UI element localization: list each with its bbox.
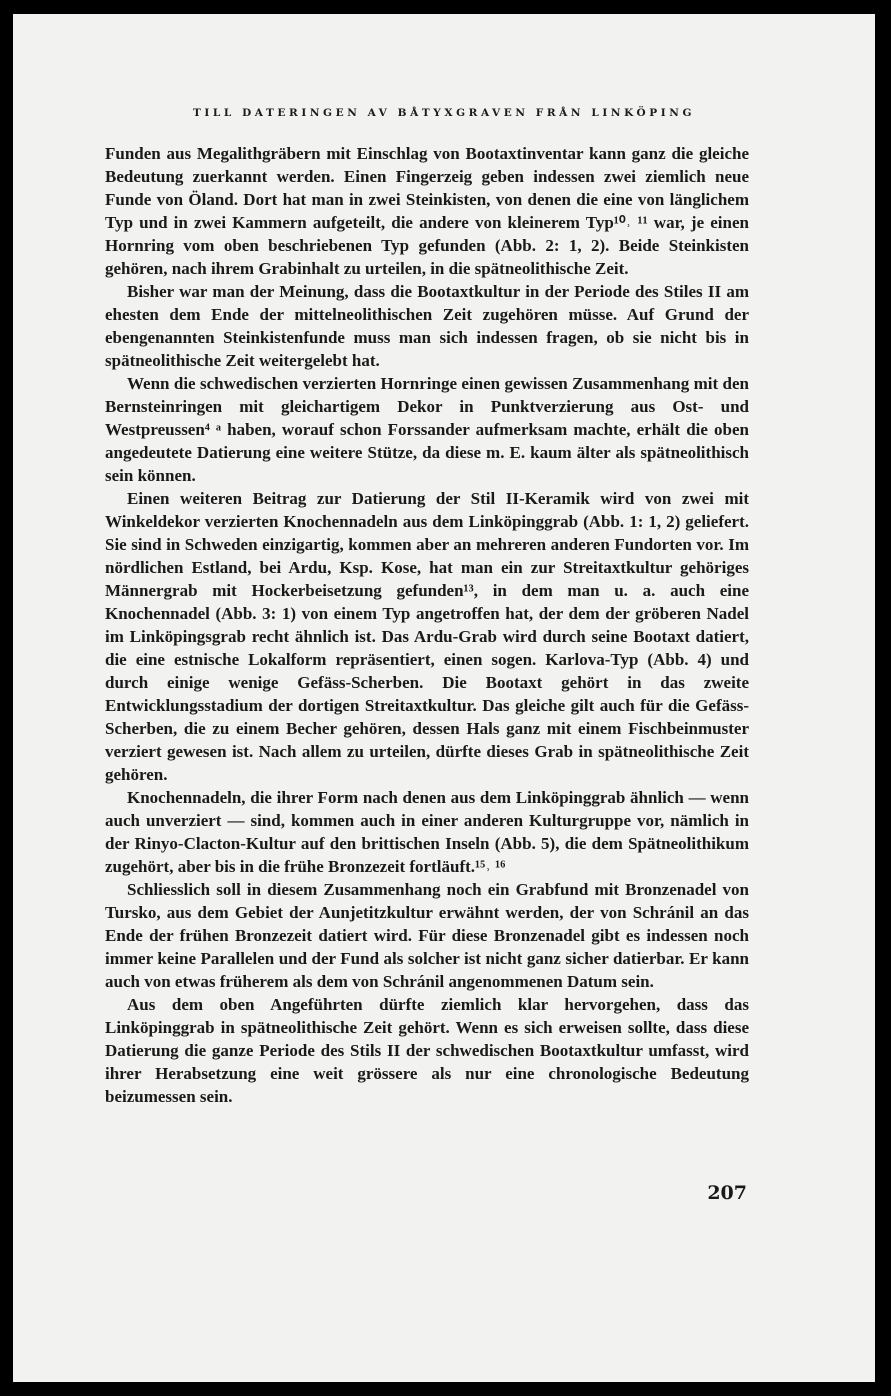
page-number: 207 xyxy=(707,1182,747,1204)
paragraph: Knochennadeln, die ihrer Form nach denen aus dem Linköpinggrab ähnlich — wenn auch unverziert — sind, kommen auch in einer anderen Kulturgruppe vor, nämlich in der Rinyo-Clacton-Kultur auf den brittischen Inseln (Abb. 5), die dem Spätneolithikum zugehört, aber bis in die frühe Bronzezeit fortläuft.¹⁵˒ ¹⁶ xyxy=(105,788,749,876)
paragraph: Schliesslich soll in diesem Zusammenhang noch ein Grabfund mit Bronzenadel von Tursko, aus dem Gebiet der Aunjetitzkultur erwähnt werden, der von Schránil an das Ende der frühen Bronzezeit datiert wird. Für diese Bronzenadel gibt es indessen noch immer keine Parallelen und der Fund als solcher ist nicht ganz sicher datierbar. Er kann auch von etwas früherem als dem von Schránil angenommenen Datum sein. xyxy=(105,880,749,991)
running-title: TILL DATERINGEN AV BÅTYXGRAVEN FRÅN LINKÖPING xyxy=(192,107,696,119)
body-text xyxy=(105,142,749,1108)
book-page xyxy=(13,14,875,1382)
paragraph: Bisher war man der Meinung, dass die Bootaxtkultur in der Periode des Stiles II am ehesten dem Ende der mittelneolithischen Zeit zugehören müsse. Auf Grund der ebengenannten Steinkistenfunde muss man sich indessen fragen, ob sie nicht bis in spätneolithische Zeit weitergelebt hat. xyxy=(105,282,749,370)
paragraph: Funden aus Megalithgräbern mit Einschlag von Bootaxtinventar kann ganz die gleiche Bedeutung zuerkannt werden. Einen Fingerzeig geben indessen zwei ziemlich neue Funde von Öland. Dort hat man in zwei Steinkisten, von denen die eine von länglichem Typ und in zwei Kammern aufgeteilt, die andere von kleinerem Typ¹⁰˒ ¹¹ war, je einen Hornring vom oben beschriebenen Typ gefunden (Abb. 2: 1, 2). Beide Steinkisten gehören, nach ihrem Grabinhalt zu urteilen, in die spätneolithische Zeit. xyxy=(105,144,749,278)
paragraph: Aus dem oben Angeführten dürfte ziemlich klar hervorgehen, dass das Linköpinggrab in spätneolithische Zeit gehört. Wenn es sich erweisen sollte, dass diese Datierung die ganze Periode des Stils II der schwedischen Bootaxtkultur umfasst, wird ihrer Herabsetzung eine weit grössere als nur eine chronologische Bedeutung beizumessen sein. xyxy=(105,995,749,1106)
paragraph: Wenn die schwedischen verzierten Hornringe einen gewissen Zusammenhang mit den Bernsteinringen mit gleichartigem Dekor in Punktverzierung aus Ost- und Westpreussen⁴ ᵃ haben, worauf schon Forssander aufmerksam machte, erhält die oben angedeutete Datierung eine weitere Stütze, da diese m. E. kaum älter als spätneolithisch sein können. xyxy=(105,374,749,485)
paragraph: Einen weiteren Beitrag zur Datierung der Stil II-Keramik wird von zwei mit Winkeldekor verzierten Knochennadeln aus dem Linköpinggrab (Abb. 1: 1, 2) geliefert. Sie sind in Schweden einzigartig, kommen aber an mehreren anderen Fundorten vor. Im nördlichen Estland, bei Ardu, Ksp. Kose, hat man ein zur Streitaxtkultur gehöriges Männergrab mit Hockerbeisetzung gefunden¹³, in dem man u. a. auch eine Knochennadel (Abb. 3: 1) von einem Typ angetroffen hat, der dem der gröberen Nadel im Linköpingsgrab recht ähnlich ist. Das Ardu-Grab wird durch seine Bootaxt datiert, die eine estnische Lokalform repräsentiert, einen sogen. Karlova-Typ (Abb. 4) und durch einige wenige Gefäss-Scherben. Die Bootaxt gehört in das zweite Entwicklungsstadium der dortigen Streitaxtkultur. Das gleiche gilt auch für die Gefäss-Scherben, die zu einem Becher gehören, dessen Hals ganz mit einem Fischbeinmuster verziert gewesen ist. Nach allem zu urteilen, dürfte dieses Grab in spätneolithische Zeit gehören. xyxy=(105,489,749,784)
